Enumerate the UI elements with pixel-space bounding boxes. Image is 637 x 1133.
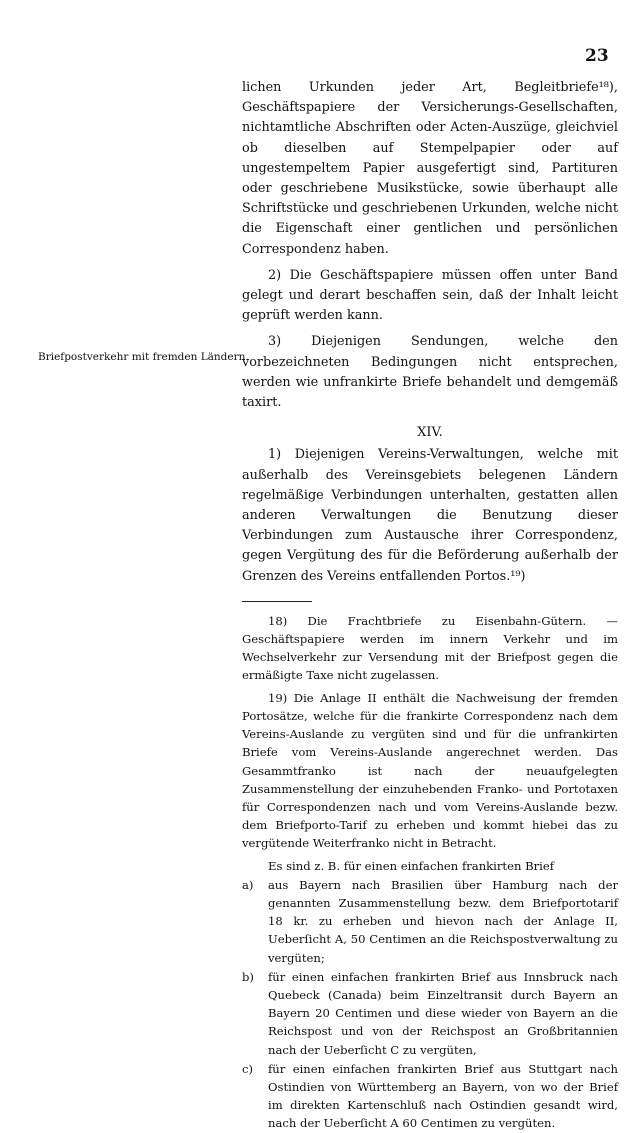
list-marker: a) [242,877,254,892]
paragraph-3: 3) Diejenigen Sendungen, welche den vorbezeichneten Bedingungen nicht entsprechen, werden wie unfrankirte Briefe behandelt und demgemäß taxirt. [242,334,618,411]
list-marker: b) [242,969,254,984]
section-heading: XIV. [417,425,443,441]
list-item [242,968,618,1059]
list-item-text: aus Bayern nach Brasilien über Hamburg nach der genannten Zusammenstellung bezw. dem Briefportotarif 18 kr. zu erheben und hievon nach der Anlage II, Ueberſicht A, 50 Centimen an die Reichspostverwaltung zu vergüten; [268,877,618,965]
paragraph-continued: lichen Urkunden jeder Art, Begleitbriefe¹⁸), Geschäftspapiere der Versicherungs-Gesellschaften, nichtamtliche Abschriften oder Acten-Auszüge, gleichviel ob dieselben auf Stempelpapier oder auf ungestempeltem Papier ausgefertigt sind, Partituren oder geschriebene Musikstücke, sowie überhaupt alle Schriftstücke und geschriebenen Urkunden, welche nicht die Eigenschaft einer gentlichen und persönlichen Correspondenz haben. [242,80,618,257]
list-marker: c) [242,1061,254,1076]
footnotes [242,612,618,1133]
paragraph-2: 2) Die Geschäftspapiere müssen offen unter Band gelegt und derart beschaffen sein, daß der Inhalt leicht geprüft werden kann. [242,267,618,324]
list-item [242,876,618,967]
footnote-divider [242,601,312,602]
example-intro: Es sind z. B. für einen einfachen frankirten Brief [268,858,555,873]
footnote-19: 19) Die Anlage II enthält die Nachweisung der fremden Portosätze, welche für die frankirte Correspondenz nach dem Vereins-Auslande zu vergüten sind und für die unfrankirten Briefe vom Vereins-Auslande angerechnet werden. Das Gesammtfranko ist nach der neuaufgelegten Zusammenstellung der einzuhebenden Franko- und Portotaxen für Correspondenzen nach und vom Vereins-Auslande bezw. dem Briefporto-Tarif zu erheben und kommt hiebei das zu vergütende Weiterfranko nicht in Betracht. [242,690,618,851]
page-number: 23 [585,46,609,66]
section-paragraph-1: 1) Diejenigen Vereins-Verwaltungen, welche mit außerhalb des Vereinsgebiets belegenen Ländern regelmäßige Verbindungen unterhalten, gestatten allen anderen Verwaltungen die Benutzung dieser Verbindungen zum Austausche ihrer Correspondenz, gegen Vergütung des für die Beförderung außerhalb der Grenzen des Vereins entfallenden Portos.¹⁹) [242,447,618,584]
footnote-18: 18) Die Frachtbriefe zu Eisenbahn-Gütern. — Geschäftspapiere werden im innern Verkehr und im Wechselverkehr zur Versendung mit der Briefpost gegen die ermäßigte Taxe nicht zugelassen. [242,613,618,683]
list-item [242,1060,618,1133]
margin-note: Briefpostverkehr mit fremden Ländern. [38,351,249,363]
main-text-column [242,78,618,1133]
list-item-text: für einen einfachen frankirten Brief aus Innsbruck nach Quebeck (Canada) beim Einzeltransit durch Bayern an Bayern 20 Centimen und diese wieder von Bayern an die Reichspost und von der Reichspost an Großbritannien nach der Ueberſicht C zu vergüten, [268,969,618,1057]
list-item-text: für einen einfachen frankirten Brief aus Stuttgart nach Ostindien von Württemberg an Bayern, von wo der Brief im direkten Kartenschluß nach Ostindien gesandt wird, nach der Ueberſicht A 60 Centimen zu vergüten. [268,1061,618,1131]
